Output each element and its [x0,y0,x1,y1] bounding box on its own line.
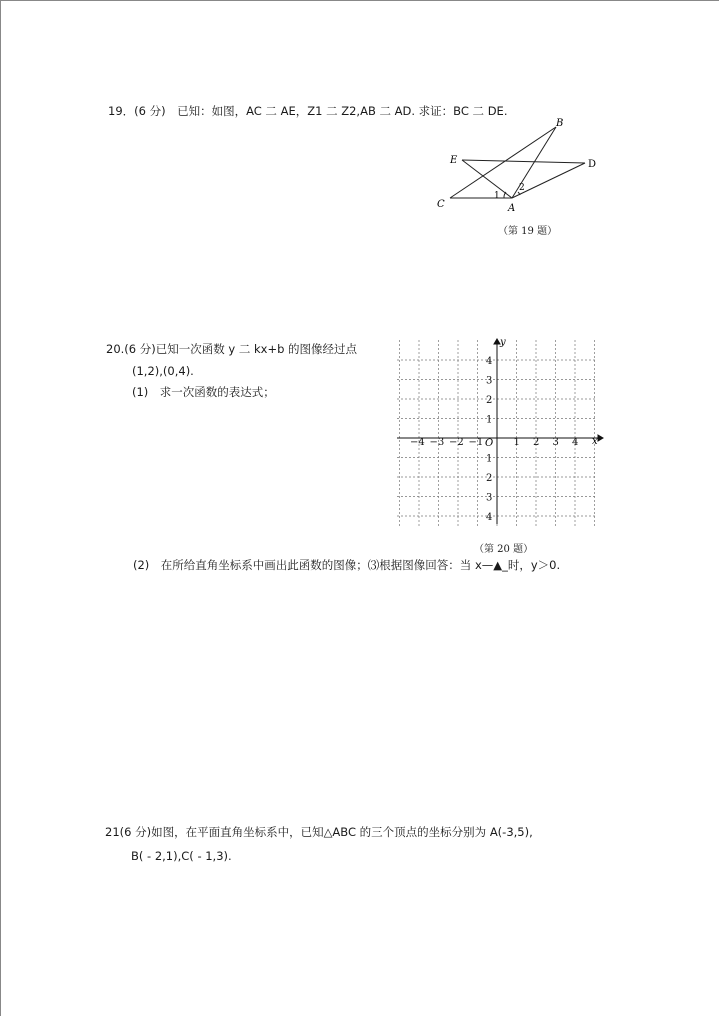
label-angle-1: 1 [494,191,500,201]
y-tick-label: 2 [486,395,493,406]
y-tick-label: 3 [486,375,493,387]
y-axis-label: y [500,337,506,348]
q20-part1: (1) 求一次函数的表达式； [132,385,275,399]
x-tick-label: −3 [429,437,445,448]
q21-line2: B( - 2,1),C( - 1,3). [131,849,232,863]
y-tick-label: 4 [486,356,493,367]
x-tick-label: 2 [533,437,540,448]
x-tick-label: −4 [410,437,425,448]
q19-text: 19．(6 分) 已知：如图，AC 二 AE，Z1 二 Z2,AB 二 AD. 求证：BC 二 DE. [108,104,508,118]
q21-line1: 21(6 分)如图，在平面直角坐标系中，已知△ABC 的三个顶点的坐标分别为 A(-3,5), [105,825,533,839]
x-axis-arrow [598,435,603,441]
label-B: B [556,118,564,129]
angle1-arc [504,192,506,198]
q20-line1: 20.(6 分)已知一次函数 y 二 kx+b 的图像经过点 [106,342,358,356]
x-tick-label: 1 [513,437,520,448]
x-axis-label: x [592,436,598,447]
x-tick-label: 4 [572,437,579,448]
y-tick-label: 3 [486,492,493,504]
y-tick-label: 2 [486,473,493,484]
label-D: D [588,159,597,170]
label-A: A [508,203,516,214]
q20-caption: （第 20 题） [474,544,534,555]
segment-EA [462,160,512,198]
q20-line2: (1,2),(0,4). [132,364,194,378]
q20-coordinate-grid [393,336,608,530]
y-tick-label: 1 [486,414,493,426]
x-tick-label: −2 [449,437,464,448]
q20-part2: (2) 在所给直角坐标系中画出此函数的图像；⑶根据图像回答：当 x—▲_时，y＞0. [133,558,561,572]
x-tick-label: 3 [552,437,559,448]
label-C: C [437,199,445,210]
label-angle-2: 2 [519,183,525,193]
x-tick-label: −1 [468,437,484,448]
y-tick-label: 4 [486,512,493,523]
segment-ED [462,160,585,163]
y-tick-label: 1 [486,453,493,465]
label-E: E [450,155,458,166]
q19-caption: （第 19 题） [498,226,558,237]
origin-label: O [485,438,494,449]
q19-figure [430,112,610,217]
